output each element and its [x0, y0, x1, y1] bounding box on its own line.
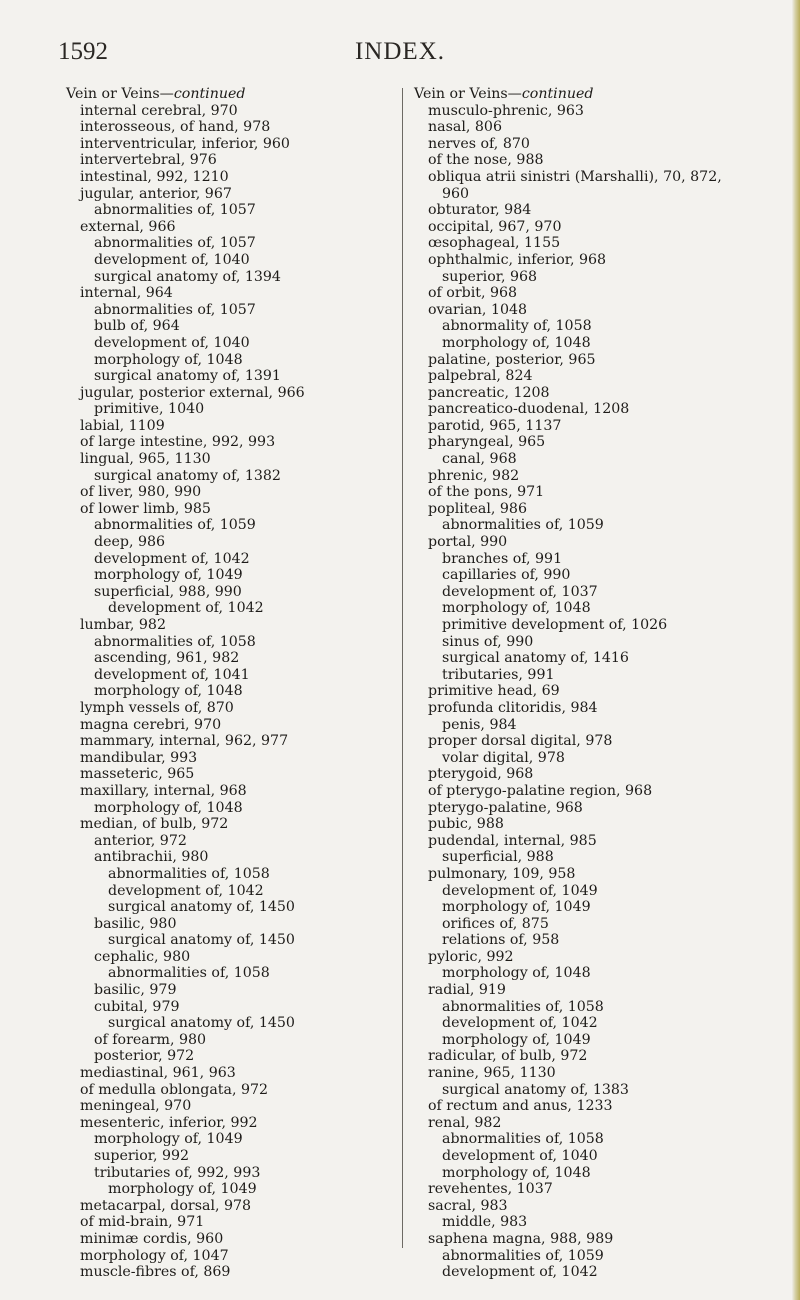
index-entry	[414, 534, 764, 551]
index-entry-text: muscle-fibres of, 869	[80, 1264, 231, 1281]
index-entry	[66, 1098, 386, 1115]
page-number: 1592	[58, 38, 108, 65]
index-entry	[66, 932, 386, 949]
continued-label: continued	[173, 86, 246, 102]
column-divider	[402, 88, 403, 1248]
index-entry-text: cubital, 979	[94, 998, 180, 1015]
index-column-left	[66, 86, 386, 1281]
index-entry	[66, 866, 386, 883]
index-entry	[414, 982, 764, 999]
index-entry-text: development of, 1049	[442, 882, 598, 899]
index-entry-text: intestinal, 992, 1210	[80, 168, 229, 185]
index-entry-text: of liver, 980, 990	[80, 484, 202, 501]
index-entry-text: of forearm, 980	[94, 1031, 207, 1048]
index-entry-text: of rectum and anus, 1233	[428, 1098, 613, 1115]
index-entry	[66, 650, 386, 667]
index-entry-text: mesenteric, inferior, 992	[80, 1114, 258, 1131]
index-entry	[414, 567, 764, 584]
index-entry	[66, 551, 386, 568]
index-entry-text: superficial, 988, 990	[94, 583, 242, 600]
index-entry-text: pubic, 988	[428, 816, 504, 833]
index-entry-text: jugular, posterior external, 966	[80, 384, 305, 401]
index-entry	[66, 733, 386, 750]
index-entry-text: profunda clitoridis, 984	[428, 699, 598, 716]
index-heading	[66, 86, 386, 103]
index-entry-text: of lower limb, 985	[80, 500, 211, 517]
index-entry	[66, 534, 386, 551]
index-entry	[66, 1082, 386, 1099]
index-entry	[414, 1231, 764, 1248]
index-entry-text: basilic, 980	[94, 915, 177, 932]
index-entry	[414, 202, 764, 219]
index-entry	[66, 1015, 386, 1032]
index-entry-text: morphology of, 1049	[94, 1131, 243, 1148]
index-entry-text: abnormalities of, 1058	[442, 1131, 604, 1148]
index-entry-text: middle, 983	[442, 1214, 528, 1231]
index-entry-text: morphology of, 1048	[442, 1164, 591, 1181]
index-entry	[414, 169, 764, 186]
index-entry-text: pterygoid, 968	[428, 766, 534, 783]
index-entry-text: surgical anatomy of, 1383	[442, 1081, 629, 1098]
index-entry	[414, 783, 764, 800]
index-entry	[414, 517, 764, 534]
index-entry-text: labial, 1109	[80, 417, 165, 434]
index-entry-text: development of, 1042	[442, 1264, 598, 1281]
index-entry	[66, 1131, 386, 1148]
index-entry	[414, 119, 764, 136]
index-entry	[66, 916, 386, 933]
index-entry-text: musculo-phrenic, 963	[428, 102, 584, 119]
index-entry-text: of large intestine, 992, 993	[80, 434, 276, 451]
index-entry-text: abnormalities of, 1058	[94, 633, 256, 650]
index-entry-text: development of, 1042	[108, 600, 264, 617]
index-entry-text: lumbar, 982	[80, 617, 166, 633]
index-entry	[66, 1181, 386, 1198]
index-entry-text: tributaries of, 992, 993	[94, 1164, 261, 1181]
index-entry-text: volar digital, 978	[442, 749, 565, 766]
index-entry-text: morphology of, 1048	[442, 965, 591, 982]
index-entry	[414, 766, 764, 783]
index-entry	[414, 1198, 764, 1215]
page-title: INDEX.	[354, 38, 445, 65]
index-entry	[414, 949, 764, 966]
index-entry-text: morphology of, 1049	[442, 1031, 591, 1048]
index-column-right	[414, 86, 764, 1281]
index-entry	[414, 136, 764, 153]
index-entry	[66, 352, 386, 369]
index-entry-text: œsophageal, 1155	[428, 235, 561, 252]
index-entry	[414, 1148, 764, 1165]
index-entry	[414, 318, 764, 335]
index-entry	[66, 119, 386, 136]
index-entry-text: pterygo-palatine, 968	[428, 799, 583, 816]
index-entry	[66, 833, 386, 850]
index-entry	[66, 252, 386, 269]
index-entry	[66, 634, 386, 651]
index-entry	[66, 965, 386, 982]
index-entry	[414, 600, 764, 617]
index-entry-text: surgical anatomy of, 1416	[442, 650, 629, 667]
index-entry-text: radicular, of bulb, 972	[428, 1048, 588, 1065]
index-heading	[414, 86, 764, 103]
index-entry	[66, 186, 386, 203]
index-entry-text: lymph vessels of, 870	[80, 699, 234, 716]
index-entry-text: development of, 1040	[94, 251, 250, 268]
index-entry	[414, 650, 764, 667]
index-entry-text: median, of bulb, 972	[80, 816, 229, 833]
index-entry-text: phrenic, 982	[428, 467, 520, 484]
index-entry-text: minimæ cordis, 960	[80, 1230, 224, 1247]
index-entry	[66, 1198, 386, 1215]
index-entry	[66, 667, 386, 684]
index-entry	[414, 285, 764, 302]
index-entry-text: abnormalities of, 1057	[94, 235, 256, 252]
index-entry	[66, 385, 386, 402]
index-entry-text: metacarpal, dorsal, 978	[80, 1197, 252, 1214]
index-entry-text: abnormalities of, 1057	[94, 301, 256, 318]
index-entry-text: portal, 990	[428, 534, 508, 551]
index-entry	[66, 103, 386, 120]
index-entry	[414, 302, 764, 319]
index-entry	[66, 766, 386, 783]
index-entry-text: capillaries of, 990	[442, 567, 571, 584]
index-entry-text: superior, 992	[94, 1148, 190, 1164]
index-entry-text: development of, 1040	[442, 1148, 598, 1164]
index-entry	[414, 352, 764, 369]
index-entry	[66, 235, 386, 252]
index-entry-text: palatine, posterior, 965	[428, 351, 596, 368]
index-entry	[66, 750, 386, 767]
index-entry	[66, 982, 386, 999]
index-entry-text: of the pons, 971	[428, 484, 545, 501]
index-entry-text: Vein or Veins—	[414, 86, 522, 102]
index-entry-text: jugular, anterior, 967	[80, 185, 232, 202]
index-entry-text: nerves of, 870	[428, 135, 530, 152]
index-entry-text: antibrachii, 980	[94, 849, 209, 866]
index-entry-text: development of, 1037	[442, 583, 598, 600]
index-entry	[66, 451, 386, 468]
index-entry-text: of mid-brain, 971	[80, 1214, 205, 1231]
index-entry-text: internal, 964	[80, 285, 173, 302]
index-entry	[66, 816, 386, 833]
index-entry-text: bulb of, 964	[94, 318, 180, 335]
index-entry	[66, 1231, 386, 1248]
index-entry	[414, 899, 764, 916]
index-entry-text: surgical anatomy of, 1382	[94, 467, 281, 484]
index-entry-text: nasal, 806	[428, 119, 502, 136]
index-entry-text: abnormalities of, 1059	[442, 1247, 604, 1264]
index-entry	[66, 418, 386, 435]
index-entry	[66, 849, 386, 866]
index-entry-text: parotid, 965, 1137	[428, 417, 562, 434]
index-entry	[66, 434, 386, 451]
index-entry-text: ophthalmic, inferior, 968	[428, 251, 607, 268]
index-entry	[66, 152, 386, 169]
index-entry-text: renal, 982	[428, 1114, 502, 1131]
index-entry-text: anterior, 972	[94, 832, 187, 849]
index-entry-text: tributaries, 991	[442, 666, 555, 683]
index-entry-text: magna cerebri, 970	[80, 716, 222, 733]
index-entry	[66, 1048, 386, 1065]
index-entry-text: cephalic, 980	[94, 948, 191, 965]
index-entry-text: proper dorsal digital, 978	[428, 733, 613, 750]
index-entry	[414, 401, 764, 418]
index-entry	[66, 999, 386, 1016]
index-entry	[414, 849, 764, 866]
index-entry-text: radial, 919	[428, 982, 506, 999]
index-entry	[66, 468, 386, 485]
index-entry	[66, 1115, 386, 1132]
index-entry	[66, 318, 386, 335]
index-entry-text: morphology of, 1048	[94, 351, 243, 368]
index-entry	[66, 269, 386, 286]
index-entry-text: morphology of, 1048	[94, 799, 243, 816]
index-entry	[414, 800, 764, 817]
index-entry-text: abnormalities of, 1058	[108, 865, 270, 882]
index-entry-text: mammary, internal, 962, 977	[80, 733, 289, 750]
index-entry-text: morphology of, 1049	[442, 899, 591, 916]
index-entry-text: pharyngeal, 965	[428, 434, 546, 451]
index-entry	[414, 1082, 764, 1099]
index-entry-text: obliqua atrii sinistri (Marshalli), 70, 872,	[428, 168, 722, 185]
index-entry	[414, 634, 764, 651]
index-entry-text: canal, 968	[442, 451, 517, 468]
index-entry-text: of medulla oblongata, 972	[80, 1081, 269, 1098]
index-entry-text: posterior, 972	[94, 1048, 195, 1065]
index-entry	[414, 269, 764, 286]
index-entry	[414, 1032, 764, 1049]
index-entry-text: Vein or Veins—	[66, 86, 174, 102]
index-entry	[66, 683, 386, 700]
index-entry	[414, 916, 764, 933]
index-entry-text: morphology of, 1049	[94, 567, 243, 584]
index-entry	[414, 1248, 764, 1265]
index-entry	[66, 567, 386, 584]
index-entry-text: surgical anatomy of, 1450	[108, 932, 295, 949]
index-entry-text: relations of, 958	[442, 932, 560, 949]
index-entry	[414, 335, 764, 352]
index-entry	[66, 1148, 386, 1165]
index-entry	[414, 932, 764, 949]
index-entry	[66, 335, 386, 352]
index-entry-text: palpebral, 824	[428, 368, 533, 385]
index-entry	[414, 152, 764, 169]
index-entry-text: meningeal, 970	[80, 1098, 192, 1115]
index-entry-text: popliteal, 986	[428, 500, 527, 517]
index-entry	[414, 1264, 764, 1281]
index-entry	[414, 683, 764, 700]
index-entry	[414, 883, 764, 900]
index-entry	[66, 883, 386, 900]
index-entry-text: abnormalities of, 1058	[108, 965, 270, 982]
index-entry-text: interosseous, of hand, 978	[80, 119, 271, 136]
index-entry-text: abnormalities of, 1057	[94, 202, 256, 219]
index-entry	[66, 584, 386, 601]
page-edge	[792, 0, 800, 1300]
index-entry	[66, 169, 386, 186]
index-entry	[66, 1248, 386, 1265]
index-entry-text: development of, 1040	[94, 334, 250, 351]
index-entry-text: branches of, 991	[442, 550, 563, 567]
index-entry-text: ranine, 965, 1130	[428, 1065, 556, 1082]
index-entry-text: intervertebral, 976	[80, 152, 217, 169]
index-entry-text: surgical anatomy of, 1450	[108, 899, 295, 916]
index-entry	[66, 219, 386, 236]
index-entry-text: revehentes, 1037	[428, 1181, 553, 1198]
index-entry	[414, 1115, 764, 1132]
index-entry-text: development of, 1042	[108, 882, 264, 899]
index-entry	[66, 401, 386, 418]
index-entry	[414, 667, 764, 684]
index-entry-text: pudendal, internal, 985	[428, 832, 597, 849]
index-entry	[414, 1165, 764, 1182]
index-entry-text: deep, 986	[94, 534, 166, 551]
index-entry-text: of the nose, 988	[428, 152, 544, 169]
index-entry	[414, 484, 764, 501]
index-entry	[66, 1165, 386, 1182]
index-entry-text: mandibular, 993	[80, 749, 198, 766]
index-entry	[66, 202, 386, 219]
index-entry-text: surgical anatomy of, 1394	[94, 268, 281, 285]
index-entry	[66, 302, 386, 319]
index-entry	[66, 136, 386, 153]
index-entry-text: pancreatic, 1208	[428, 384, 550, 401]
index-entry	[66, 368, 386, 385]
index-entry-text: ovarian, 1048	[428, 301, 528, 318]
index-entry	[414, 1098, 764, 1115]
index-entry-text: interventricular, inferior, 960	[80, 135, 290, 152]
index-entry	[414, 700, 764, 717]
index-entry-text: orifices of, 875	[442, 915, 549, 932]
index-entry-text: internal cerebral, 970	[80, 102, 238, 119]
index-entry-text: masseteric, 965	[80, 766, 195, 783]
index-entry-text: development of, 1042	[94, 550, 250, 567]
index-entry	[414, 833, 764, 850]
index-entry	[414, 816, 764, 833]
index-entry-text: primitive, 1040	[94, 401, 205, 418]
index-entry	[66, 484, 386, 501]
index-entry	[414, 186, 764, 203]
index-entry-text: sinus of, 990	[442, 633, 534, 650]
index-entry	[414, 717, 764, 734]
index-entry-text: primitive development of, 1026	[442, 617, 668, 633]
index-entry-text: development of, 1042	[442, 1015, 598, 1032]
index-entry	[414, 750, 764, 767]
index-entry	[66, 600, 386, 617]
index-entry	[414, 733, 764, 750]
index-entry	[414, 1214, 764, 1231]
index-entry-text: occipital, 967, 970	[428, 218, 562, 235]
index-entry	[66, 517, 386, 534]
index-entry-text: of pterygo-palatine region, 968	[428, 782, 653, 799]
index-entry	[66, 1032, 386, 1049]
index-entry	[414, 451, 764, 468]
index-entry-text: superficial, 988	[442, 849, 554, 866]
index-entry-text: abnormalities of, 1059	[442, 517, 604, 534]
index-entry	[414, 235, 764, 252]
index-entry-text: of orbit, 968	[428, 285, 518, 302]
index-entry	[414, 866, 764, 883]
index-entry	[414, 434, 764, 451]
index-entry-text: mediastinal, 961, 963	[80, 1065, 236, 1082]
index-entry-text: primitive head, 69	[428, 683, 560, 700]
index-entry-text: saphena magna, 988, 989	[428, 1230, 614, 1247]
index-entry-text: abnormalities of, 1058	[442, 998, 604, 1015]
index-entry	[66, 700, 386, 717]
index-entry	[414, 103, 764, 120]
index-entry	[66, 1065, 386, 1082]
index-entry-text: 960	[442, 185, 470, 202]
index-entry	[66, 501, 386, 518]
index-entry	[66, 899, 386, 916]
index-entry	[414, 1048, 764, 1065]
index-entry	[414, 1015, 764, 1032]
index-entry	[414, 219, 764, 236]
index-entry	[414, 1065, 764, 1082]
index-entry	[414, 551, 764, 568]
index-entry	[414, 468, 764, 485]
index-entry-text: abnormality of, 1058	[442, 318, 592, 335]
index-entry	[66, 1264, 386, 1281]
index-entry-text: abnormalities of, 1059	[94, 517, 256, 534]
index-entry	[66, 285, 386, 302]
index-entry	[414, 368, 764, 385]
index-entry-text: development of, 1041	[94, 666, 250, 683]
index-entry	[66, 1214, 386, 1231]
index-entry-text: basilic, 979	[94, 982, 177, 999]
index-entry	[414, 501, 764, 518]
index-entry	[66, 800, 386, 817]
index-entry-text: lingual, 965, 1130	[80, 451, 211, 468]
index-entry-text: pyloric, 992	[428, 948, 514, 965]
index-entry-text: obturator, 984	[428, 202, 532, 219]
index-entry-text: surgical anatomy of, 1450	[108, 1015, 295, 1032]
index-entry	[66, 949, 386, 966]
index-entry-text: pancreatico-duodenal, 1208	[428, 401, 630, 418]
continued-label: continued	[521, 86, 594, 102]
index-entry-text: morphology of, 1048	[94, 683, 243, 700]
index-entry	[414, 965, 764, 982]
index-entry	[414, 999, 764, 1016]
index-entry	[66, 717, 386, 734]
index-entry	[66, 617, 386, 634]
index-entry-text: pulmonary, 109, 958	[428, 865, 576, 882]
index-entry-text: morphology of, 1047	[80, 1247, 229, 1264]
index-entry	[414, 584, 764, 601]
index-entry-text: superior, 968	[442, 268, 538, 285]
index-entry	[414, 1131, 764, 1148]
index-entry	[66, 783, 386, 800]
index-entry	[414, 252, 764, 269]
index-entry-text: external, 966	[80, 218, 176, 235]
index-entry-text: morphology of, 1048	[442, 600, 591, 617]
index-entry-text: maxillary, internal, 968	[80, 782, 247, 799]
index-entry-text: surgical anatomy of, 1391	[94, 368, 281, 385]
index-entry	[414, 418, 764, 435]
index-entry-text: penis, 984	[442, 716, 517, 733]
index-entry	[414, 617, 764, 634]
index-entry-text: morphology of, 1048	[442, 334, 591, 351]
index-entry	[414, 1181, 764, 1198]
index-entry	[414, 385, 764, 402]
index-entry-text: sacral, 983	[428, 1197, 508, 1214]
index-entry-text: morphology of, 1049	[108, 1181, 257, 1198]
index-entry-text: ascending, 961, 982	[94, 650, 240, 667]
